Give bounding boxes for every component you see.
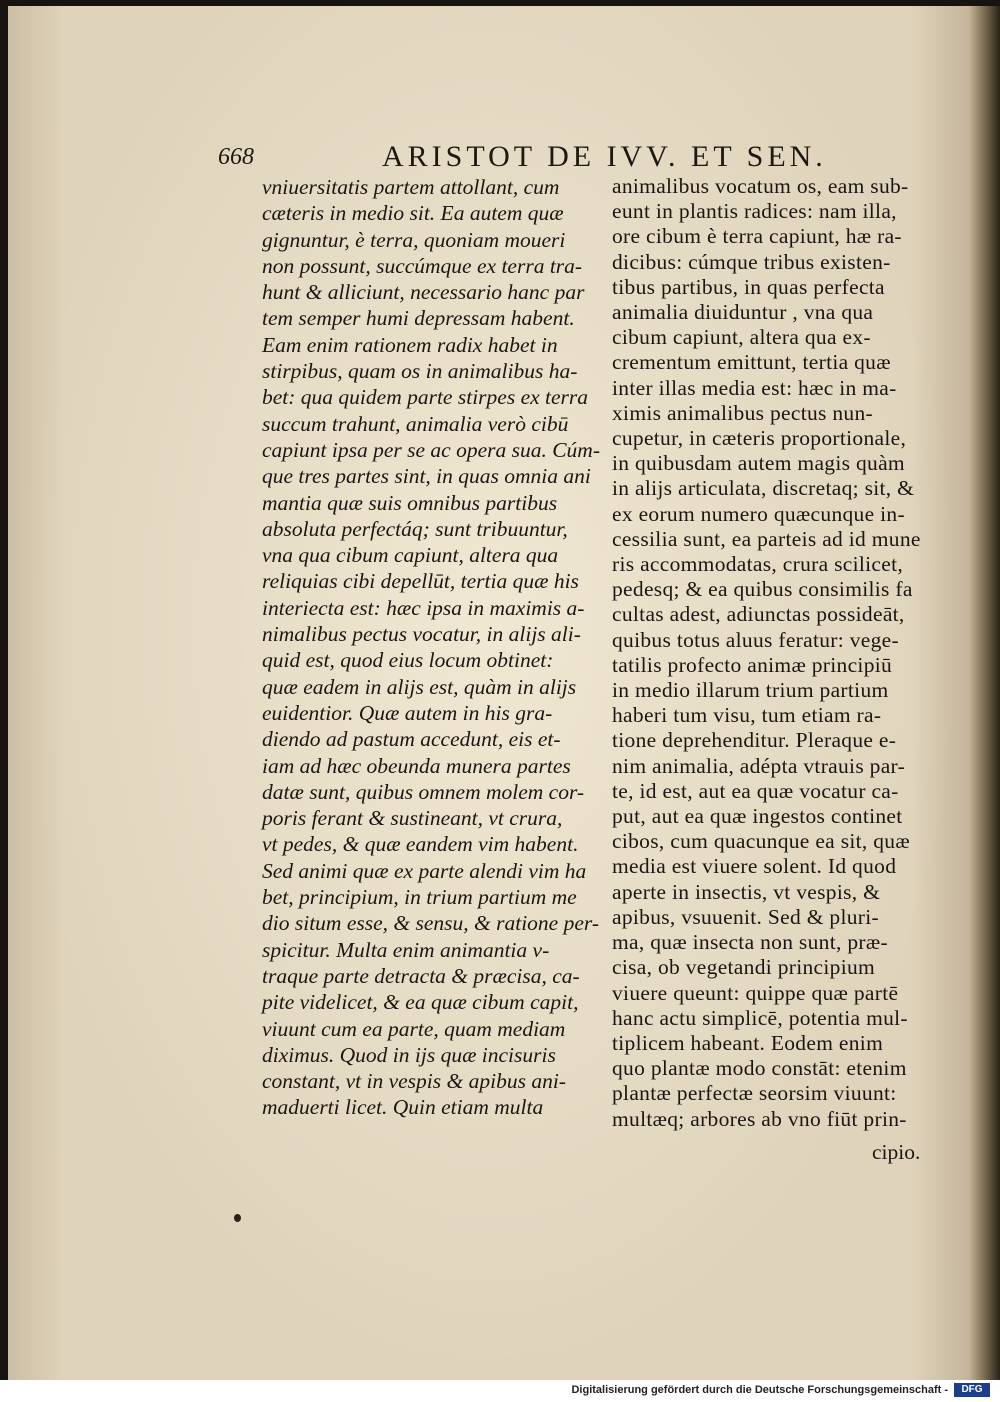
text-line: cessilia sunt, ea parteis ad id mune: [612, 526, 921, 551]
text-line: dicibus: cúmque tribus existen-: [612, 249, 891, 274]
text-line: animalibus vocatum os, eam sub-: [612, 174, 909, 198]
text-line: constant, vt in vespis & apibus ani-: [262, 1069, 566, 1094]
text-line: in medio illarum trium partium: [612, 678, 889, 703]
text-line: poris ferant & sustineant, vt crura,: [262, 806, 563, 831]
text-line: gignuntur, è terra, quoniam moueri: [262, 227, 566, 252]
text-line: stirpibus, quam os in animalibus ha-: [262, 359, 578, 384]
dfg-logo: DFG: [954, 1383, 990, 1397]
text-line: quo plantæ modo constāt: etenim: [612, 1056, 907, 1081]
ink-spot: [234, 1214, 241, 1222]
footer-bar: [0, 1380, 1000, 1402]
text-line: mantia quæ suis omnibus partibus: [262, 490, 558, 515]
text-line: tatilis profecto animæ principiū: [612, 652, 893, 677]
text-line: viuere queunt: quippe quæ partē: [612, 980, 899, 1005]
text-line: hanc actu simplicē, potentia mul-: [612, 1005, 908, 1030]
text-line: cultas adest, adiunctas possideāt,: [612, 602, 905, 627]
text-line: ore cibum è terra capiunt, hæ ra-: [612, 224, 902, 249]
text-line: inter illas media est: hæc in ma-: [612, 375, 897, 400]
text-line: plantæ perfectæ seorsim viuunt:: [612, 1081, 897, 1106]
text-line: aperte in insectis, vt vespis, &: [612, 879, 881, 904]
text-line: quibus totus aluus feratur: vege-: [612, 627, 899, 652]
running-title: ARISTOT DE IVV. ET SEN.: [382, 140, 827, 173]
text-line: cæteris in medio sit. Ea autem quæ: [262, 201, 564, 226]
text-line: non possunt, succúmque ex terra tra-: [262, 253, 583, 278]
text-line: haberi tum visu, tum etiam ra-: [612, 703, 882, 728]
text-line: euidentior. Quæ autem in his gra-: [262, 700, 553, 725]
text-line: quid est, quod eius locum obtinet:: [262, 648, 554, 673]
text-line: bet, principium, in trium partium me: [262, 885, 577, 910]
text-line: quæ eadem in alijs est, quàm in alijs: [262, 674, 577, 699]
text-line: put, aut ea quæ ingestos continet: [612, 804, 903, 829]
text-line: bet: qua quidem parte stirpes ex terra: [262, 385, 589, 410]
text-line: viuunt cum ea parte, quam mediam: [262, 1016, 566, 1041]
text-line: cupetur, in cæteris proportionale,: [612, 426, 907, 451]
text-line: hunt & alliciunt, necessario hanc par: [262, 280, 585, 305]
text-line: vniuersitatis partem attollant, cum: [262, 175, 560, 199]
latin-text-left-column: [262, 174, 602, 1121]
catchword: cipio.: [872, 1140, 921, 1164]
text-line: tibus partibus, in quas perfecta: [612, 274, 885, 299]
text-line: tem semper humi depressam habent.: [262, 306, 575, 331]
text-line: in alijs articulata, discretaq; sit, &: [612, 476, 915, 501]
text-line: crementum emittunt, tertia quæ: [612, 350, 891, 375]
text-line: cibos, cum quacunque ea sit, quæ: [612, 829, 910, 854]
text-line: media est viuere solent. Id quod: [612, 854, 897, 879]
text-line: absoluta perfectáq; sunt tribuuntur,: [262, 516, 568, 541]
text-line: nim animalia, adépta vtrauis par-: [612, 753, 906, 778]
text-line: maduerti licet. Quin etiam multa: [262, 1095, 544, 1120]
text-line: pedesq; & ea quibus consimilis fa: [612, 577, 913, 602]
text-line: eunt in plantis radices: nam illa,: [612, 199, 897, 224]
latin-text-right-column: [612, 174, 952, 1132]
text-line: datæ sunt, quibus omnem molem cor-: [262, 779, 585, 804]
text-line: apibus, vsuuenit. Sed & pluri-: [612, 904, 879, 929]
text-line: cibum capiunt, altera qua ex-: [612, 325, 871, 350]
text-line: reliquias cibi depellūt, tertia quæ his: [262, 569, 579, 594]
text-line: animalia diuiduntur , vna qua: [612, 300, 874, 325]
text-line: vna qua cibum capiunt, altera qua: [262, 543, 559, 568]
text-line: multæq; arbores ab vno fiūt prin-: [612, 1106, 907, 1131]
page-number: 668: [218, 144, 254, 170]
text-line: tione deprehenditur. Pleraque e-: [612, 728, 897, 753]
text-line: Sed animi quæ ex parte alendi vim ha: [262, 858, 587, 883]
text-line: diendo ad pastum accedunt, eis et-: [262, 727, 561, 752]
text-line: ximis animalibus pectus nun-: [612, 400, 873, 425]
text-line: ma, quæ insecta non sunt, præ-: [612, 930, 888, 955]
text-line: iam ad hæc obeunda munera partes: [262, 753, 571, 778]
text-line: dio situm esse, & sensu, & ratione per-: [262, 911, 599, 936]
text-line: interiecta est: hæc ipsa in maximis a-: [262, 595, 585, 620]
text-line: in quibusdam autem magis quàm: [612, 451, 905, 476]
text-line: ex eorum numero quæcunque in-: [612, 501, 905, 526]
text-line: Eam enim rationem radix habet in: [262, 332, 558, 357]
text-line: diximus. Quod in ijs quæ incisuris: [262, 1042, 556, 1067]
text-line: te, id est, aut ea quæ vocatur ca-: [612, 778, 899, 803]
text-line: traque parte detracta & præcisa, ca-: [262, 963, 580, 988]
text-line: nimalibus pectus vocatur, in alijs ali-: [262, 622, 581, 647]
text-line: succum trahunt, animalia verò cibū: [262, 411, 569, 436]
text-line: tiplicem habeant. Eodem enim: [612, 1030, 884, 1055]
text-line: pite videlicet, & ea quæ cibum capit,: [262, 990, 579, 1015]
text-line: ris accommodatas, crura scilicet,: [612, 552, 904, 577]
text-line: spicitur. Multa enim animantia v-: [262, 937, 550, 962]
text-line: vt pedes, & quæ eandem vim habent.: [262, 832, 579, 857]
page-edge-shadow: [968, 6, 1000, 1380]
text-line: capiunt ipsa per se ac opera sua. Cúm-: [262, 437, 600, 462]
text-line: que tres partes sint, in quas omnia ani: [262, 464, 591, 489]
text-line: cisa, ob vegetandi principium: [612, 955, 876, 980]
digitization-credit: Digitalisierung gefördert durch die Deutsche Forschungsgemeinschaft -: [571, 1384, 948, 1396]
